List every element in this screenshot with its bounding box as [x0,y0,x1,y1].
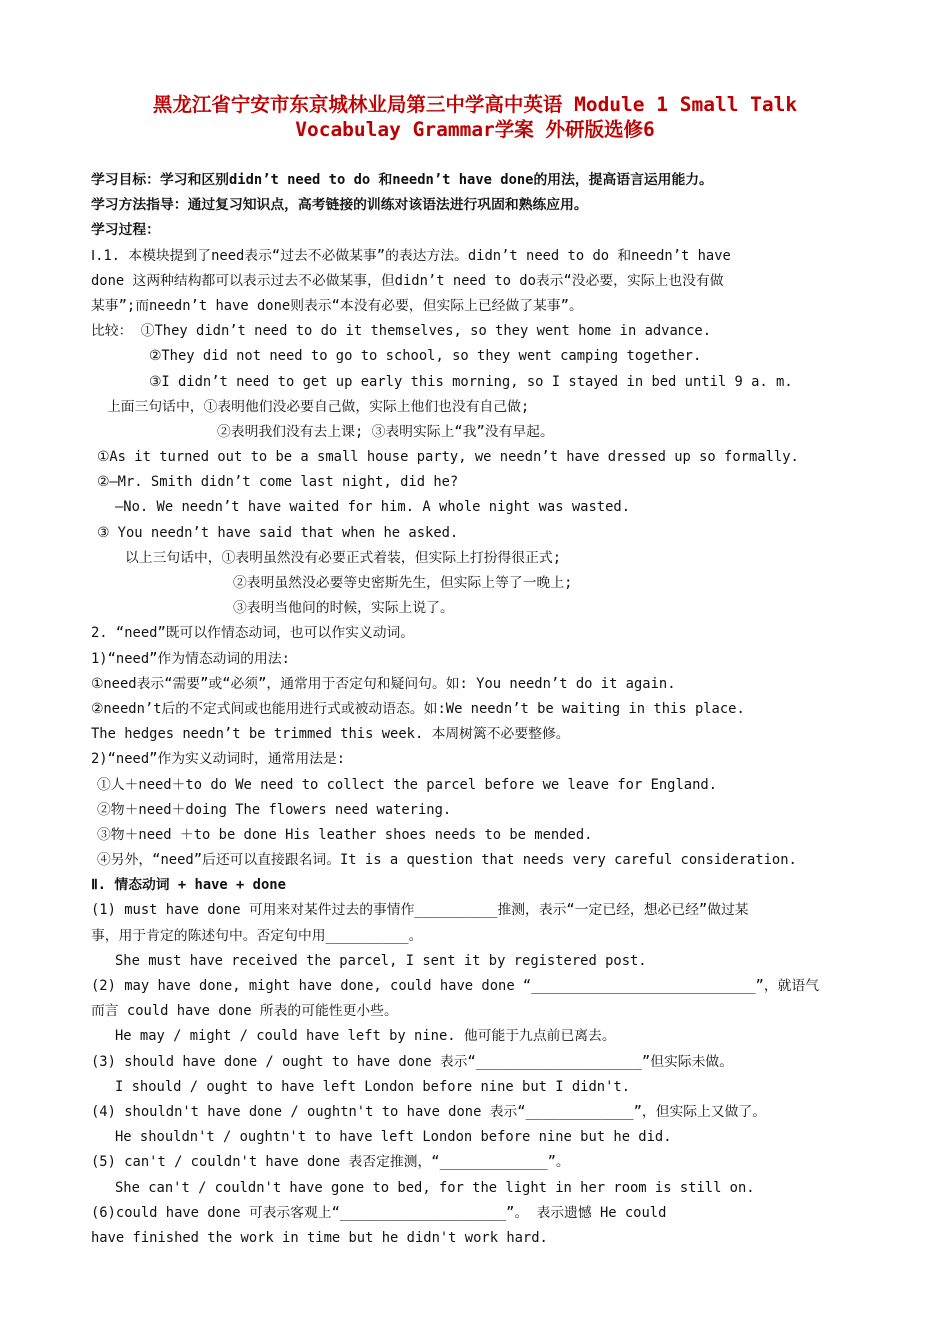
document-body [91,168,861,1251]
text-line: ④另外，“need”后还可以直接跟名词。It is a question that needs very careful consideration. [97,852,797,869]
text-line: ①As it turned out to be a small house party, we needn’t have dressed up so formally. [97,449,799,466]
text-line: 2)“need”作为实义动词时，通常用法是: [91,751,346,768]
text-line: He may / might / could have left by nine. 他可能于九点前已离去。 [115,1028,616,1045]
text-line: have finished the work in time but he didn't work hard. [91,1229,548,1246]
text-line: ③表明当他问的时候，实际上说了。 [233,600,454,617]
text-line: 而言 could have done 所表的可能性更小些。 [91,1003,398,1020]
text-line: 比较： ①They didn’t need to do it themselves, so they went home in advance. [91,323,712,340]
text-line: She must have received the parcel, I sent it by registered post. [115,952,647,969]
text-line: —No. We needn’t have waited for him. A whole night was wasted. [115,499,630,516]
method-guide: 学习方法指导：通过复习知识点，高考链接的训练对该语法进行巩固和熟练应用。 [91,197,588,214]
document-title [0,92,950,142]
text-line: 以上三句话中，①表明虽然没有必要正式着装，但实际上打扮得很正式; [125,549,562,566]
text-line: 上面三句话中，①表明他们没必要自己做，实际上他们也没有自己做; [107,398,530,415]
text-line: I should / ought to have left London before nine but I didn't. [115,1078,630,1095]
text-line: (1) must have done 可用来对某件过去的事情作__________推测，表示“一定已经，想必已经”做过某 [91,902,749,919]
process-heading: 学习过程： [91,222,160,239]
text-line: ②物＋need＋doing The flowers need watering. [97,801,452,818]
section-2-heading: Ⅱ. 情态动词 + have + done [91,877,286,894]
text-line: (6)could have done 可表示客观上“____________________”。 表示遗憾 He could [91,1204,667,1221]
text-line: ①人＋need＋to do We need to collect the parcel before we leave for England. [97,776,718,793]
text-line: (3) should have done / ought to have done 表示“____________________”但实际未做。 [91,1053,733,1070]
text-line: ①need表示“需要”或“必须”，通常用于否定句和疑问句。如: You needn’t do it again. [91,675,676,692]
text-line: ②needn’t后的不定式间或也能用进行式或被动语态。如:We needn’t be waiting in this place. [91,700,745,717]
text-line: (2) may have done, might have done, could have done “___________________________”，就语气 [91,978,820,994]
text-line: ③物＋need ＋to be done His leather shoes needs to be mended. [97,826,593,843]
text-line: ③ You needn’t have said that when he asked. [97,524,459,541]
text-line: 某事”;而needn’t have done则表示“本没有必要，但实际上已经做了某事”。 [91,297,583,314]
text-line: Ⅰ.1. 本模块提到了need表示“过去不必做某事”的表达方法。didn’t need to do 和needn’t have [91,247,731,264]
text-line: (4) shouldn't have done / oughtn't to have done 表示“_____________”，但实际上又做了。 [91,1103,767,1120]
text-line: ②—Mr. Smith didn’t come last night, did he? [97,474,459,491]
text-line: done 这两种结构都可以表示过去不必做某事，但didn’t need to do表示“没必要，实际上也没有做 [91,272,724,289]
text-line: ③I didn’t need to get up early this morning, so I stayed in bed until 9 a. m. [149,373,793,390]
text-line: ②表明虽然没必要等史密斯先生，但实际上等了一晚上; [233,575,573,591]
text-line: 事，用于肯定的陈述句中。否定句中用__________。 [91,927,423,944]
text-line: (5) can't / couldn't have done 表否定推测，“_____________”。 [91,1154,570,1171]
text-line: 1)“need”作为情态动词的用法: [91,650,290,667]
text-line: ②表明我们没有去上课; ③表明实际上“我”没有早起。 [217,423,554,440]
text-line: He shouldn't / oughtn't to have left London before nine but he did. [115,1129,672,1146]
text-line: ②They did not need to go to school, so they went camping together. [149,348,702,365]
text-line: The hedges needn’t be trimmed this week. 本周树篱不必要整修。 [91,726,570,743]
title-line-1: 黑龙江省宁安市东京城林业局第三中学高中英语 Module 1 Small Talk [152,93,798,116]
learning-goal: 学习目标：学习和区别didn’t need to do 和needn’t have done的用法，提高语言运用能力。 [91,172,713,188]
text-line: 2. “need”既可以作情态动词，也可以作实义动词。 [91,625,415,642]
title-line-2: Vocabulay Grammar学案 外研版选修6 [295,118,655,141]
text-line: She can't / couldn't have gone to bed, for the light in her room is still on. [115,1179,755,1196]
